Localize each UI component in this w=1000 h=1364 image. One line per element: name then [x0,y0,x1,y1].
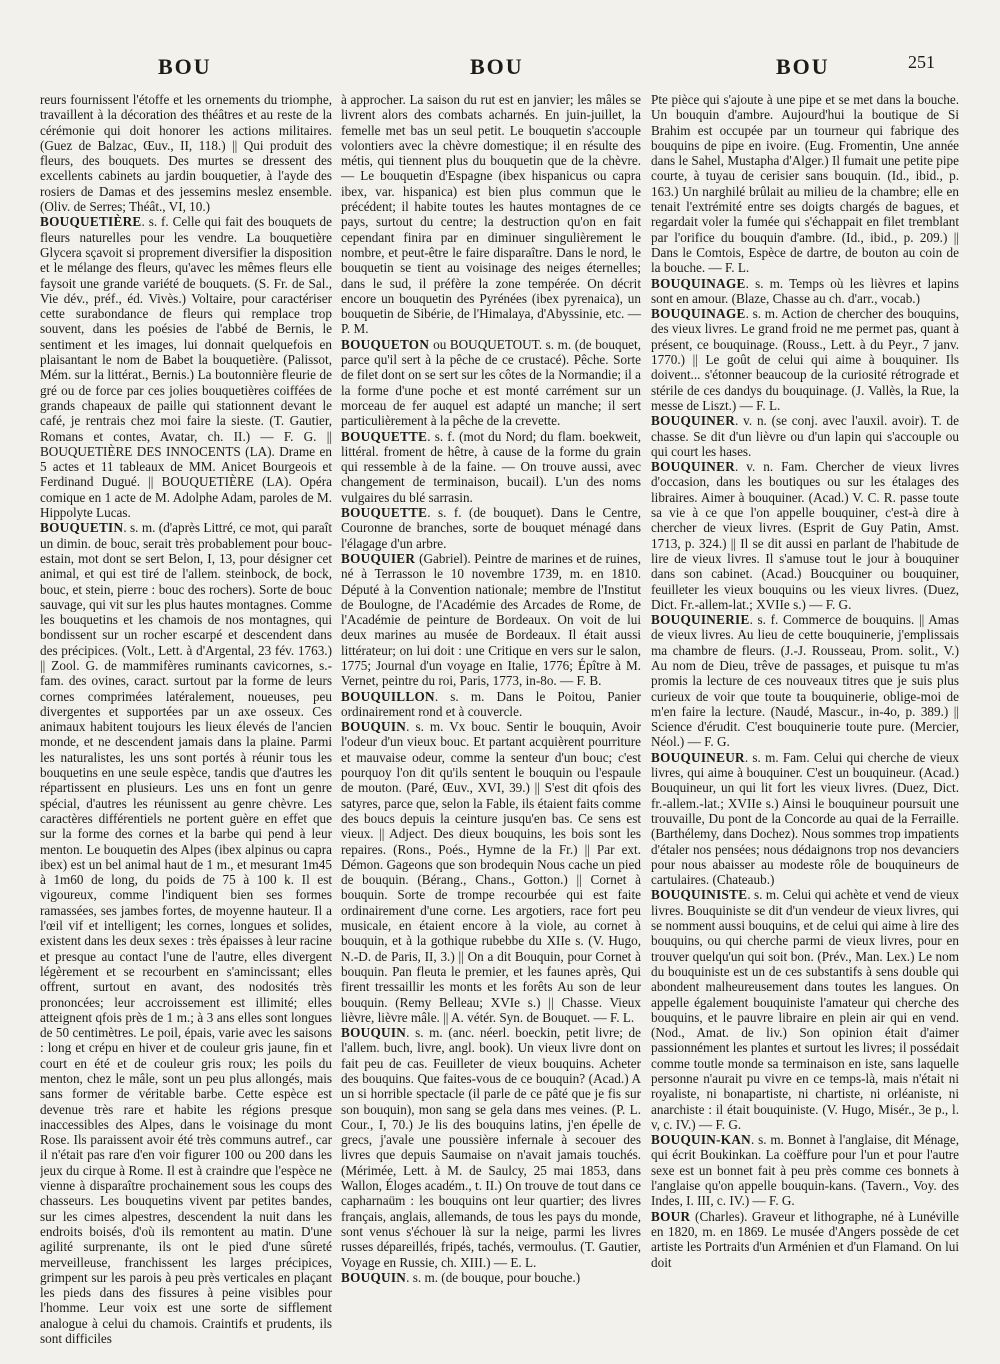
entry-paragraph: BOUQUINER. v. n. (se conj. avec l'auxil. avoir). T. de chasse. Se dit d'un lièvre ou d'un lapin qui s'accouple ou qui court les hases. [651,413,959,459]
running-header [0,44,1000,84]
entry-paragraph: BOUQUETON ou BOUQUETOUT. s. m. (de bouquet, parce qu'il sert à la pêche de ce crustacé). Pêche. Sorte de filet dont on se sert sur les côtes de la Normandie; il a la forme d'une poche et est monté carrément sur un morceau de fer auquel est adapté un manche; il sert particulièrement à la pêche de la crevette. [341,336,641,429]
entry-headword: BOUQUETTE [341,428,428,444]
entry-paragraph: BOUQUINERIE. s. f. Commerce de bouquins. || Amas de vieux livres. Au lieu de cette bouquinerie, j'emplissais ma chambre de fleurs. (J.-J. Rousseau, Prom. solit., V.) Au nom de Dieu, trêve de passages, et puisque tu m'as promis la lecture de ces nouveaux titres que je suis plus curieux de voir que toute ta bouquinerie, oblige-moi de m'en faire la lecture. (Naudé, Mascur., in-4o, p. 389.) || Science d'érudit. C'est bouquinerie toute pure. (Mercier, Néol.) — F. G. [651,612,959,750]
entry-headword: BOUQUINAGE [651,306,746,322]
text-column-2 [341,92,641,1354]
entry-paragraph: BOUQUETTE. s. f. (mot du Nord; du flam. boekweit, littéral. froment de hêtre, à cause de la forme du grain qui ressemble à de la faine. — On trouve aussi, avec changement de terminaison, bucail). L'un des noms vulgaires du blé sarrasin. [341,428,641,505]
entry-paragraph: BOUQUIN. s. m. Vx bouc. Sentir le bouquin, Avoir l'odeur d'un vieux bouc. Et partant acquièrent pourriture et mauvaise odeur, comme la senteur d'un bouc; c'est pourquoy l'on dit qu'ils sentent le bouquin ou l'espaule de mouton. (Paré, Œuv., XVI, 39.) || S'est dit qfois des satyres, parce que, selon la Fable, ils étaient faits comme des boucs depuis la ceinture jusqu'en bas. Ce sens est vieux. || Adject. Des dieux bouquins, les bois sont les repaires. (Rons., Poés., Hymne de la Fr.) || Par ext. Démon. Gageons que son brodequin Nous cache un pied de bouquin. (Bérang., Chans., Gotton.) || Cornet à bouquin. Sorte de trompe recourbée qui est faite ordinairement d'une corne. Les argotiers, race fort peu musicale, en étaient encore à la viole, au cornet à bouquin, et à la gothique rubebbe du XIIe s. (V. Hugo, N.-D. de Paris, II, 3.) || On a dit Bouquin, pour Cornet à bouquin. Pan fleuta le premier, et les faunes après, Qui firent tressaillir les monts et les forêts Au son de leur bouquin. (Remy Belleau; XVIe s.) || Chasse. Vieux lièvre, lièvre mâle. || A. vétér. Syn. de Bouquet. — F. L. [341,719,641,1025]
page-number: 251 [908,52,935,72]
entry-headword: BOUQUETIÈRE [40,214,142,230]
entry-paragraph: BOUR (Charles). Graveur et lithographe, né à Lunéville en 1820, m. en 1869. Le musée d'Angers possède de cet artiste les Portraits d'un Arménien et d'un Flamand. On lui doit [651,1208,959,1270]
entry-paragraph: reurs fournissent l'étoffe et les ornements du triomphe, travaillent à la décoration des théâtres et au reste de la cérémonie qui doit honorer les actions militaires. (Guez de Balzac, Œuv., II, 118.) || Qui produit des fleurs, des bouquets. Des murtes se dressent des excellents cabinets au jardin bouquetier, à l'ayde des rosiers de Damas et des jessemins meslez ensemble. (Oliv. de Serres; Théât., VI, 10.) [40,92,332,215]
entry-headword: BOUQUIN [341,1269,407,1285]
entry-headword: BOUQUINAGE [651,275,746,291]
entry-paragraph: BOUQUETTE. s. f. (de bouquet). Dans le Centre, Couronne de branches, sorte de bouquet ménagé dans l'élagage d'un arbre. [341,505,641,551]
entry-headword: BOUQUIER [341,550,420,566]
entry-headword: BOUQUINERIE [651,612,750,628]
entry-headword: BOUR [651,1208,696,1224]
header-center-word: BOU [470,54,524,79]
entry-paragraph: Pte pièce qui s'ajoute à une pipe et se met dans la bouche. Un bouquin d'ambre. Aujourd'hui la boutique de Si Brahim est occupée par un tourneur qui fabrique des bouquins de pipe en ivoire. (Eug. Fromentin, Une année dans le Sahel, Mustapha d'Alger.) Il fumait une petite pipe courte, à tuyau de cerisier sans bouquin. (Id., ibid., p. 163.) Un narghilé brûlait au milieu de la chambre; elle en tenait l'extrémité entre ses doigts chargés de bagues, et regardait voler la fumée qui s'échappait en filet tremblant par l'orifice du bouquin d'ambre. (Id., ibid., p. 209.) || Dans le Comtois, Espèce de dartre, de bouton au coin de la bouche. — F. L. [651,92,959,276]
text-column-3 [651,92,959,1354]
entry-paragraph: à approcher. La saison du rut est en janvier; les mâles se livrent alors des combats acharnés. En juin-juillet, la femelle met bas un seul petit. Le bouquetin s'accouple volontiers avec la chèvre domestique; il en résulte des métis, qui tiennent plus du bouquetin que de la chèvre. — Le bouquetin d'Espagne (ibex hispanicus ou capra ibex, var. hispanica) est bien plus commun que le précédent; il habite toutes les hautes montagnes de ce pays, surtout du centre; la destruction qu'on en fait cependant finira par en diminuer singulièrement le nombre, et peut-être le faire disparaître. Dans le nord, le bouquetin se tient au voisinage des neiges éternelles; dans le sud, il préfère la zone tempérée. On décrit encore un bouquetin des Pyrénées (ibex pyrenaica), un bouquetin de Sibérie, de l'Himalaya, d'Abyssinie, etc. — P. M. [341,92,641,337]
entry-headword: BOUQUILLON [341,688,435,704]
entry-paragraph: BOUQUINISTE. s. m. Celui qui achète et vend de vieux livres. Bouquiniste se dit d'un vendeur de vieux livres, qui se nomment aussi bouquins, et de celui qui aime à lire des bouquins, ou qui cherche parmi de vieux livres, pour en trouver quelqu'un qui soit bon. (Prév., Man. Lex.) Le nom du bouquiniste est un de ces substantifs à sens double qui abondent malheureusement dans toutes les langues. On appelle également bouquiniste l'amateur qui cherche des bouquins, et le pauvre libraire en plein air qui en vend. (Nod., Amat. de liv.) Son opinion était d'aimer passionnément les plantes et surtout les livres; il possédait comme toutle monde sa terminaison en iste, sans laquelle personne n'aurait pu vivre en ce temps-là, mais n'était ni royaliste, ni bonapartiste, ni chartiste, ni orléaniste, ni anarchiste : il était bouquiniste. (V. Hugo, Misér., 3e p., l. v, c. IV.) — F. G. [651,887,959,1132]
entry-paragraph: BOUQUINER. v. n. Fam. Chercher de vieux livres d'occasion, dans les boutiques ou sur les étalages des libraires. Aimer à bouquiner. (Acad.) V. C. R. passe toute sa vie à ce que l'on appelle bouquiner, c'est-à dire à chercher de vieux livres. (Esprit de Guy Patin, Amst. 1713, p. 324.) || Il se dit aussi en parlant de l'habitude de lire de vieux livres. Il s'amuse tout le jour à bouquiner dans son cabinet. (Acad.) Boucquiner ou bouquiner, feuilleter les vieux bouquins ou les vieux livres. (Duez, Dict. Fr.-allem-lat.; XVIIe s.) — F. G. [651,459,959,612]
entry-paragraph: BOUQUINAGE. s. m. Temps où les lièvres et lapins sont en amour. (Blaze, Chasse au ch. d'arr., vocab.) [651,275,959,306]
entry-paragraph: BOUQUINEUR. s. m. Fam. Celui qui cherche de vieux livres, qui aime à bouquiner. C'est un bouquineur. (Acad.) Bouquineur, un qui lit fort les vieux livres. (Duez, Dict. fr.-allem.-lat.; XVIIe s.) Ainsi le bouquineur poursuit une trouvaille, Du pont de la Concorde au quai de la Ferraille. (Barthélemy, dans Dochez). Nous sommes trop impatients d'étaler nos pensées; nous dédaignons trop nos devanciers pour nous abaisser au modeste rôle de bouquineurs de cartulaires. (Chateaub.) [651,749,959,888]
entry-headword: BOUQUINER [651,413,736,429]
entry-headword: BOUQUETIN [40,520,124,536]
entry-paragraph: BOUQUINAGE. s. m. Action de chercher des bouquins, des vieux livres. Le grand froid ne me permet pas, quant à présent, ce bouquinage. (Rouss., Lett. à du Peyr., 7 janv. 1770.) || Le goût de celui qui aime à bouquiner. Ils doivent... s'étonner beaucoup de la curiosité rétrograde et stérile de ces dandys du bouquinage. (J. Vallès, la Rue, la messe de Liszt.) — F. L. [651,306,959,413]
entry-paragraph: BOUQUIN. s. m. (de bouque, pour bouche.) [341,1269,581,1285]
entry-paragraph: BOUQUIER (Gabriel). Peintre de marines et de ruines, né à Terrasson le 10 novembre 1739, m. en 1810. Député à la Convention nationale; membre de l'Institut de Boulogne, de l'Académie des Arcades de Rome, de l'Académie de peinture de Bordeaux. On voit de lui deux marines au musée de Bordeaux. Il était aussi littérateur; on lui doit : une Critique en vers sur le salon, 1775; Journal d'un voyage en Italie, 1776; Épître à M. Vernet, peintre du roi, Paris, 1773, in-8o. — F. B. [341,550,641,689]
entry-headword: BOUQUIN [341,719,407,735]
entry-headword: BOUQUIN [341,1025,407,1041]
entry-paragraph: BOUQUETIN. s. m. (d'après Littré, ce mot, qui paraît un dimin. de bouc, serait très probablement pour bouc-estain, mot dont se sert Belon, I, 13, pour désigner cet animal, et qui est tiré de l'allem. steinbock, de bock, bouc, et stein, pierre : bouc des rochers). Sorte de bouc sauvage, qui vit sur les plus hautes montagnes. Comme les bouquetins et les chamois de nos montagnes, qui bondissent sur un rocher escarpé et descendent dans des précipices. (Volt., Lett. à d'Argental, 23 fév. 1763.) || Zool. G. de mammifères ruminants cavicornes, s.-fam. des ovines, caract. surtout par la forme de leurs cornes comprimées latéralement, noueuses, peu divergentes et supportées par un axe osseux. Ces animaux habitent toujours les lieux élevés de l'ancien monde, et ne descendent jamais dans la plaine. Parmi les naturalistes, les uns sont portés à réunir tous les bouquetins en une seule espèce, tandis que d'autres les répartissent en plusieurs. Les uns en font un genre spécial, d'autres les réunissent au genre chèvre. Les caractères différentiels ne portent guère en effet que sur la forme des cornes et la barbe qui pend à leur menton. Le bouquetin des Alpes (ibex alpinus ou capra ibex) est un bel animal haut de 1 m., et mesurant 1m45 à 1m60 de long, du poids de 75 à 100 k. Il est vigoureux, comme l'indiquent bien ses formes ramassées, ses jambes fortes, de moyenne hauteur. Il a l'œil vif et intelligent; les cornes, longues et solides, existent dans les deux sexes : très épaisses à leur racine et presque au contact l'une de l'autre, elles divergent légèrement et se recourbent en s'amincissant; elles offrent, surtout en avant, des nodosités très prononcées; leur accroissement est illimité; elles atteignent qfois près de 1 m.; à 3 ans elles sont longues de 50 centimètres. Le poil, épais, varie avec les saisons : long et crépu en hiver et de couleur gris jaune, fin et court en été et de couleur gris roux; les poils du menton, chez le mâle, sont un peu plus allongés, mais sans former de véritable barbe. Cette espèce est devenue très rare et habite les régions presque inaccessibles des Alpes, dans le voisinage du mont Rose. Ils paraissent avoir été très communs autref., car il n'était pas rare d'en voir figurer 100 ou 200 dans les jeux du cirque à Rome. Il est à craindre que l'espèce ne vienne à disparaître prochainement sous les coups des chasseurs. Les bouquetins vivent par petites bandes, sur les cimes alpestres, descendent la nuit dans les endroits boisés, d'où ils remontent au matin. D'une agilité surprenante, ils ont le pied d'une sûreté merveilleuse, franchissent les larges précipices, grimpent sur les parois à peu près verticales en plaçant les pieds dans des fissures à peine visibles pour l'homme. Leur voix est une sorte de sifflement analogue à celui du chamois. Craintifs et prudents, ils sont difficiles [40,520,332,1347]
entry-headword: BOUQUINEUR [651,749,745,765]
entry-headword: BOUQUINER [651,459,736,475]
entry-paragraph: BOUQUILLON. s. m. Dans le Poitou, Panier ordinairement rond et à couvercle. [341,688,641,719]
text-column-1 [40,92,332,1354]
entry-headword: BOUQUETTE [341,505,428,521]
entry-headword: BOUQUETON [341,336,434,352]
entry-paragraph: BOUQUIN-KAN. s. m. Bonnet à l'anglaise, dit Ménage, qui écrit Boukinkan. La coëffure pour l'un et pour l'autre sexe est un bonnet fait à peu près comme ces bonnets à l'anglaise qu'on appelle bouquin-kans. (Tavern., Voy. des Indes, I. III, c. IV.) — F. G. [651,1132,959,1209]
header-left-word: BOU [158,54,212,79]
entry-paragraph: BOUQUETIÈRE. s. f. Celle qui fait des bouquets de fleurs naturelles pour les vendre. La bouquetière Glycera sçavoit si proprement diversifier la disposition et le mélange des fleurs, qu'avec les mêmes fleurs elle faysoit une grande variété de bouquets. (S. Fr. de Sal., Vie dév., préf., éd. Vivès.) Voltaire, pour caractériser cette surabondance de fleurs qui remplace trop souvent, dans les poésies de l'abbé de Bernis, le sentiment et les images, lui donnait quelquefois en plaisantant le nom de Babet la bouquetière. (Palissot, Mém. sur la littérat., Bernis.) La boutonnière fleurie de gré ou de force par ces jolies bouquetières coiffées de grands chapeaux de paille qui stationnent devant le café, je rentrais chez moi faire la sieste. (T. Gautier, Romans et contes, Avatar, ch. II.) — F. G. || BOUQUETIÈRE DES INNOCENTS (LA). Drame en 5 actes et 11 tableaux de MM. Anicet Bourgeois et Ferdinand Dugué. || BOUQUETIÈRE (LA). Opéra comique en 1 acte de M. Adolphe Adam, paroles de M. Hippolyte Lucas. [40,214,332,521]
entry-paragraph: BOUQUIN. s. m. (anc. néerl. boeckin, petit livre; de l'allem. buch, livre, angl. book). Un vieux livre dont on fait peu de cas. Feuilleter de vieux bouquins. Acheter des bouquins. Que faites-vous de ce bouquin? (Acad.) A un si horrible spectacle (il parle de ce pâté que je fis sur son bouquin), mon sang se gela dans mes veines. (P. L. Cour., I, 70.) Je lis des bouquins latins, j'en épelle de grecs, j'avale une poussière infernale à secouer des livres que depuis Saumaise on n'avait jamais touchés. (Mérimée, Lett. à M. de Saulcy, 25 mai 1853, dans Wallon, Éloges académ., t. II.) On trouve de tout dans ce capharnaüm : les bouquins ont leur quartier; des livres français, anglais, allemands, de tous les pays du monde, sont venus s'échouer là sur la neige, parmi les livres russes dépareillés, fripés, tachés, vermoulus. (T. Gautier, Voyage en Russie, ch. XIII.) — E. L. [341,1025,641,1270]
entry-headword: BOUQUIN-KAN [651,1132,752,1148]
header-right-word: BOU [776,54,830,79]
entry-headword: BOUQUINISTE [651,887,748,903]
